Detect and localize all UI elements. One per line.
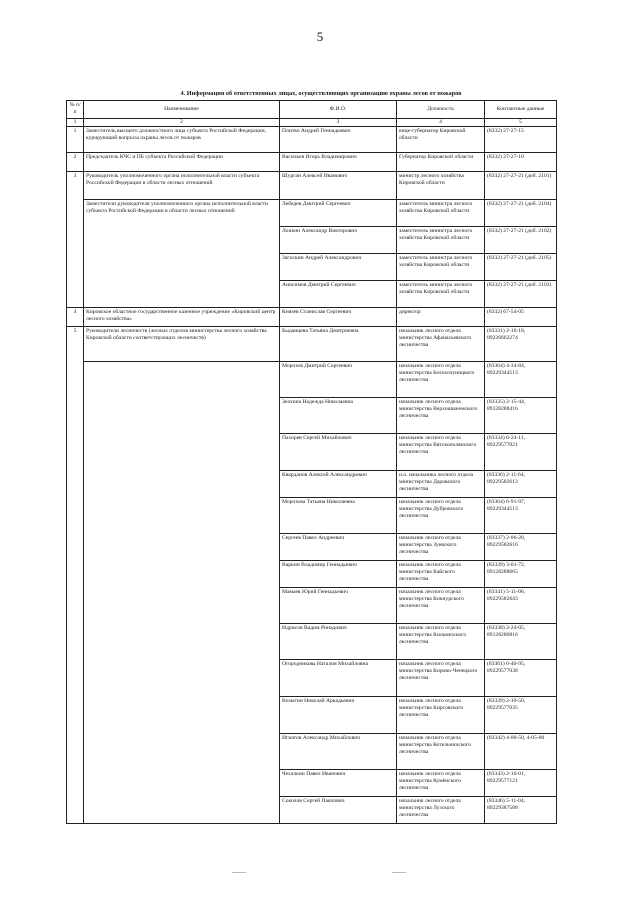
responsible-persons-table (66, 100, 557, 824)
row-name: Председатель КЧС и ПБ субъекта Российской Федерации (84, 152, 280, 171)
column-index: 3 (280, 118, 397, 126)
table-row (67, 326, 557, 361)
column-index: 4 (397, 118, 485, 126)
row-position: начальник лесного отдела министерства Белохолуницкого лесничества (397, 361, 485, 397)
row-fio: Идрисов Вадим Ринадович (280, 623, 397, 659)
row-contacts: (83338) 2-24-05, 89128286816 (485, 623, 557, 659)
column-header-position: Должность (397, 101, 485, 119)
row-fio: Сергеев Павел Андреевич (280, 533, 397, 560)
row-fio: Игнатов Александр Михайлович (280, 733, 397, 769)
row-contacts: (83364) 4-34-84, 89229344513 (485, 361, 557, 397)
row-position: начальник лесного отдела министерства Кайского лесничества (397, 560, 485, 587)
row-position: начальник лесного отдела министерства Котельничского лесничества (397, 733, 485, 769)
row-position: Губернатор Кировской области (397, 152, 485, 171)
row-position: начальник лесного отдела министерства Кикнурского лесничества (397, 587, 485, 623)
row-contacts: (83361) 6-40-95, 89229577038 (485, 659, 557, 696)
row-position: начальник лесного отдела министерства Дубровского лесничества (397, 497, 485, 533)
table-header-row (67, 101, 557, 119)
row-fio: Варкин Владимир Геннадьевич (280, 560, 397, 587)
row-contacts: (8332) 27-27-21 (доб. 2105) (485, 253, 557, 280)
row-fio: Огородникова Наталия Михайловна (280, 659, 397, 696)
row-position: начальник лесного отдела министерства Афанасьевского лесничества (397, 326, 485, 361)
row-contacts: (83364) 6-91-97, 89229344513 (485, 497, 557, 533)
column-header-name: Наименование (84, 101, 280, 119)
row-position: начальник лесного отдела министерства Кумёнского лесничества (397, 769, 485, 796)
row-fio: Мамаев Юрий Геннадьевич (280, 587, 397, 623)
row-contacts: (8332) 27-27-21 (доб. 2101) (485, 171, 557, 199)
row-fio: Князев Станислав Сергеевич (280, 307, 397, 326)
table-row (67, 152, 557, 171)
row-fio: Морозов Дмитрий Сергеевич (280, 361, 397, 397)
row-position: министр лесного хозяйства Кировской области (397, 171, 485, 199)
row-fio: Васильев Игорь Владимирович (280, 152, 397, 171)
table-row (67, 171, 557, 199)
row-fio: Шурган Алексей Иванович (280, 171, 397, 199)
row-name-empty (84, 361, 280, 823)
column-index: 1 (67, 118, 84, 126)
row-position: вице-губернатор Кировской области (397, 126, 485, 152)
column-header-contacts: Контактные данные (485, 101, 557, 119)
row-contacts: (83343) 2-16-01, 89229577121 (485, 769, 557, 796)
row-contacts: (8332) 27-27-10 (485, 152, 557, 171)
row-position: и.о. начальника лесного отдела министерства Даровского лесничества (397, 470, 485, 497)
row-name: Заместитель высшего должностного лица субъекта Российской Федерации, курирующий вопросы охраны лесов от пожаров (84, 126, 280, 152)
row-position: начальник лесного отдела министерства Лузского лесничества (397, 796, 485, 823)
table-row (67, 126, 557, 152)
row-number: 4 (67, 307, 84, 326)
column-index-row (67, 118, 557, 126)
row-position: начальник лесного отдела министерства Кирово-Чепецкого лесничества (397, 659, 485, 696)
document-heading: 4. Информация об ответственных лицах, осуществляющих организацию охраны лесов от пожаров (180, 90, 462, 97)
row-position: заместитель министра лесного хозяйства Кировской области (397, 253, 485, 280)
table-row (67, 361, 557, 397)
row-fio: Быданцева Татьяна Дмитриевна (280, 326, 397, 361)
row-name: Руководители лесничеств (лесных отделов министерства лесного хозяйства Кировской области соответствующих лесничеств) (84, 326, 280, 361)
row-contacts: (8332) 27-27-15 (485, 126, 557, 152)
row-contacts: (8332) 27-27-21 (доб. 2102) (485, 226, 557, 253)
row-position: начальник лесного отдела министерства Кильмезского лесничества (397, 623, 485, 659)
row-contacts: (8332) 27-27-21 (доб. 2104) (485, 199, 557, 226)
row-fio: Загоскин Андрей Александрович (280, 253, 397, 280)
row-fio: Кварданов Алексей Александрович (280, 470, 397, 497)
row-fio: Лоикин Александр Викторович (280, 226, 397, 253)
row-contacts: (8332) 67-54-05 (485, 307, 557, 326)
row-contacts: (83342) 4-00-50, 4-05-80 (485, 733, 557, 769)
row-number: 1 (67, 126, 84, 152)
row-fio: Чехалкин Павел Иванович (280, 769, 397, 796)
row-contacts: (83335) 2-15-44, 89128288416 (485, 397, 557, 433)
row-contacts: (83341) 5-11-06, 89229582643 (485, 587, 557, 623)
row-contacts: (83336) 2-11-64, 89229582613 (485, 470, 557, 497)
row-position: заместитель министра лесного хозяйства Кировской области (397, 226, 485, 253)
column-index: 5 (485, 118, 557, 126)
row-fio: Плитко Андрей Геннадьевич (280, 126, 397, 152)
row-contacts: (83337) 2-06-28, 89229582616 (485, 533, 557, 560)
row-fio: Зеахина Надежда Николаевна (280, 397, 397, 433)
row-contacts: (83339) 2-10-50, 89229577035 (485, 696, 557, 733)
row-fio: Соколов Сергей Павлович (280, 796, 397, 823)
table-row (67, 199, 557, 226)
row-number: 5 (67, 326, 84, 823)
row-fio: Морозова Татьяна Николаевна (280, 497, 397, 533)
row-fio: Пахорев Сергей Михайлович (280, 433, 397, 470)
row-contacts: (8332) 27-27-21 (доб. 2103) (485, 280, 557, 307)
row-contacts: (83339) 3-01-72, 89128288665 (485, 560, 557, 587)
row-fio: Лебедев Дмитрий Сергеевич (280, 199, 397, 226)
scan-artifact (232, 872, 246, 873)
row-contacts: (83334) 6-24-11, 89229577021 (485, 433, 557, 470)
row-contacts: (83331) 2-16-18, 89226662274 (485, 326, 557, 361)
scan-artifact (392, 872, 406, 873)
row-fio: Анисимов Дмитрий Сергеевич (280, 280, 397, 307)
row-position: начальник лесного отдела министерства Кирсовского лесничества (397, 696, 485, 733)
row-name: Кировское областное государственное казенное учреждение «Кировский центр лесного хозяйства» (84, 307, 280, 326)
column-index: 2 (84, 118, 280, 126)
row-number: 2 (67, 152, 84, 171)
row-position: директор (397, 307, 485, 326)
row-position: начальник лесного отдела министерства Верхошижемского лесничества (397, 397, 485, 433)
column-header-fio: Ф.И.О. (280, 101, 397, 119)
row-position: начальник лесного отдела министерства Зуевского лесничества (397, 533, 485, 560)
row-position: начальник лесного отдела министерства Вятскополянского лесничества (397, 433, 485, 470)
row-contacts: (83346) 5-11-04, 89229387588 (485, 796, 557, 823)
row-name: Заместители руководителя уполномоченного органа исполнительной власти субъекта Российской Федерации в области лесных отношений (84, 199, 280, 307)
row-position: заместитель министра лесного хозяйства Кировской области (397, 199, 485, 226)
row-fio: Возыгин Николай Аркадьевич (280, 696, 397, 733)
row-name: Руководитель уполномоченного органа исполнительной власти субъекта Российской Федерации в области лесных отношений (84, 171, 280, 199)
table-row (67, 307, 557, 326)
column-header-number: № п/п (67, 101, 84, 119)
row-position: заместитель министра лесного хозяйства Кировской области (397, 280, 485, 307)
page-number: 5 (316, 29, 324, 44)
row-number: 3 (67, 171, 84, 307)
